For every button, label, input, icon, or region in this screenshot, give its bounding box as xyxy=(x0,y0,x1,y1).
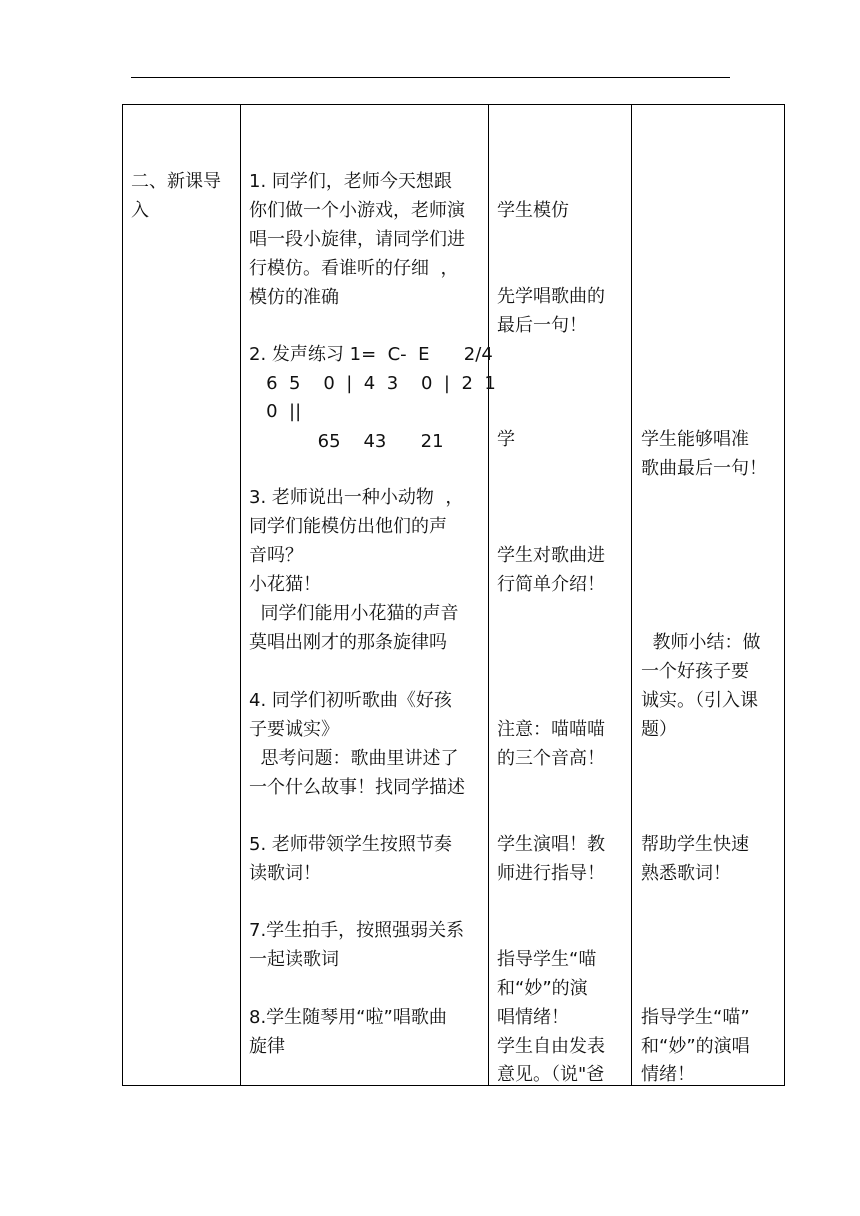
stage-label-line: 入 xyxy=(131,200,149,221)
design-intent-line: 诚实。（引入课 xyxy=(641,690,758,711)
step-8-line: 旋律 xyxy=(249,1036,285,1057)
step-4-line: 一个什么故事！找同学描述 xyxy=(249,777,465,798)
design-intent-line: 题） xyxy=(641,719,677,740)
step-3-line: 音吗？ xyxy=(249,545,303,566)
step-1-line: 你们做一个小游戏，老师演 xyxy=(249,200,465,221)
student-activity-line: 和“妙”的演 xyxy=(497,978,588,999)
step-8-line: 8.学生随琴用“啦”唱歌曲 xyxy=(249,1007,447,1028)
step-3-line: 3. 老师说出一种小动物 ， xyxy=(249,487,464,508)
student-activity-line: 先学唱歌曲的 xyxy=(497,286,605,307)
design-intent-line: 情绪！ xyxy=(641,1064,695,1085)
step-1-line: 唱一段小旋律，请同学们进 xyxy=(249,229,465,250)
step-1-line: 行模仿。看谁听的仔细 ， xyxy=(249,258,459,279)
step-1-line: 1. 同学们，老师今天想跟 xyxy=(249,171,452,192)
step-3-line: 小花猫！ xyxy=(249,574,321,595)
student-activity-line: 的三个音高！ xyxy=(497,748,605,769)
step-7-line: 一起读歌词 xyxy=(249,949,339,970)
design-intent-line: 熟悉歌词！ xyxy=(641,863,731,884)
student-activity-line: 学生对歌曲进 xyxy=(497,545,605,566)
student-activity-line: 师进行指导！ xyxy=(497,863,605,884)
student-activity-line: 学生演唱！教 xyxy=(497,834,605,855)
step-3-line: 同学们能模仿出他们的声 xyxy=(249,516,447,537)
step-3-line: 同学们能用小花猫的声音 xyxy=(249,603,459,624)
student-activity-line: 学生模仿 xyxy=(497,200,569,221)
step-5-line: 5. 老师带领学生按照节奏 xyxy=(249,834,452,855)
table-column-stage xyxy=(123,105,241,1085)
step-4-line: 思考问题：歌曲里讲述了 xyxy=(249,748,459,769)
student-activity-line: 最后一句！ xyxy=(497,315,587,336)
step-1-line: 模仿的准确 xyxy=(249,287,339,308)
stage-label-line: 二、新课导 xyxy=(131,171,221,192)
header-rule xyxy=(131,77,730,78)
student-activity-line: 学生自由发表 xyxy=(497,1036,605,1057)
student-activity-line: 注意：喵喵喵 xyxy=(497,719,605,740)
step-7-line: 7.学生拍手，按照强弱关系 xyxy=(249,920,465,941)
step-5-line: 读歌词！ xyxy=(249,863,321,884)
design-intent-line: 教师小结：做 xyxy=(641,632,761,653)
step-4-line: 4. 同学们初听歌曲《好孩 xyxy=(249,690,452,711)
step-3-line: 莫唱出刚才的那条旋律吗 xyxy=(249,632,447,653)
step-2-line: 65 43 21 xyxy=(249,431,444,452)
step-2-line: 6 5 0 | 4 3 0 | 2 1 xyxy=(249,373,496,394)
student-activity-line: 学 xyxy=(497,429,515,450)
step-2-line: 0 || xyxy=(249,401,302,422)
design-intent-line: 一个好孩子要 xyxy=(641,661,749,682)
student-activity-line: 唱情绪！ xyxy=(497,1007,569,1028)
design-intent-line: 帮助学生快速 xyxy=(641,834,749,855)
step-2-line: 2. 发声练习 1= C- E 2/4 xyxy=(249,344,493,365)
design-intent-line: 和“妙”的演唱 xyxy=(641,1036,750,1057)
student-activity-line: 意见。（说"爸 xyxy=(497,1064,605,1085)
design-intent-line: 歌曲最后一句！ xyxy=(641,458,767,479)
design-intent-line: 指导学生“喵” xyxy=(641,1007,750,1028)
student-activity-line: 指导学生“喵 xyxy=(497,949,597,970)
student-activity-line: 行简单介绍！ xyxy=(497,574,605,595)
lesson-plan-table xyxy=(122,104,785,1086)
step-4-line: 子要诚实》 xyxy=(249,719,339,740)
design-intent-line: 学生能够唱准 xyxy=(641,429,749,450)
